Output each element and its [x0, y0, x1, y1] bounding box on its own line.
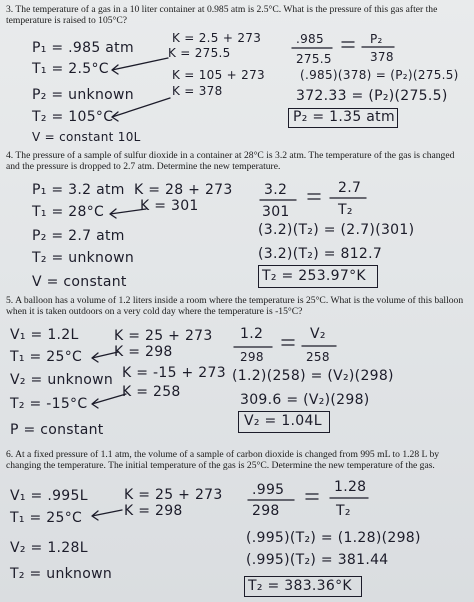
p4-answer: T₂ = 253.97°K	[262, 268, 366, 284]
p4-frac-right-den: T₂	[338, 202, 353, 218]
p3-frac-right-den: 378	[370, 50, 394, 64]
p4-conv-1: K = 28 + 273	[134, 182, 233, 198]
p6-arrow	[92, 510, 122, 520]
p4-frac-left-num: 3.2	[264, 182, 288, 198]
p5-given-v1: V₁ = 1.2L	[10, 327, 79, 343]
p3-given-p1: P₁ = .985 atm	[32, 40, 134, 56]
p4-arrow	[110, 209, 146, 218]
p3-conv-4: K = 378	[172, 84, 223, 98]
p3-conv-1: K = 2.5 + 273	[172, 31, 262, 45]
p5-given-t2: T₂ = -15°C	[10, 396, 88, 412]
p5-arrow-1	[92, 352, 118, 362]
p4-frac-left-den: 301	[262, 204, 290, 220]
p3-answer: P₂ = 1.35 atm	[293, 109, 395, 125]
problem-6-text: 6. At a fixed pressure of 1.1 atm, the volume of a sample of carbon dioxide is changed from 995 mL to 1.28 L by changing the temperature. The initial temperature of the gas is 25°C. Determine the new temperature of the gas.	[6, 449, 440, 472]
problem-4-text: 4. The pressure of a sample of sulfur dioxide in a container at 28°C is 3.2 atm. The temperature of the gas is changed and the pressure is dropped to 2.7 atm. Determine the new temperature.	[6, 150, 455, 173]
p5-conv-3: K = -15 + 273	[122, 365, 226, 381]
p4-given-v: V = constant	[32, 274, 127, 290]
p6-frac-left-den: 298	[252, 503, 280, 519]
p3-frac-left-num: .985	[296, 32, 324, 46]
problem-5-text: 5. A balloon has a volume of 1.2 liters inside a room where the temperature is 25°C. What is the volume of this balloon when it is taken outdoors on a very cold day where the temperature is -15°C?	[6, 295, 464, 318]
problem-3-text: 3. The temperature of a gas in a 10 liter container at 0.985 atm is 2.5°C. What is the pressure of this gas after the temperature is raised to 105°C?	[6, 4, 438, 27]
p5-given-p: P = constant	[10, 422, 104, 438]
p4-given-p1: P₁ = 3.2 atm	[32, 182, 125, 198]
p5-frac-left-den: 298	[240, 350, 264, 364]
p3-conv-3: K = 105 + 273	[172, 68, 265, 82]
p3-frac-right-num: P₂	[370, 32, 383, 46]
p3-given-t1: T₁ = 2.5°C	[32, 61, 109, 77]
p6-given-t1: T₁ = 25°C	[10, 510, 83, 526]
p3-arrow-1	[112, 58, 168, 74]
p5-given-t1: T₁ = 25°C	[10, 349, 83, 365]
p5-step-2: 309.6 = (V₂)(298)	[240, 392, 370, 408]
p5-step-1: (1.2)(258) = (V₂)(298)	[232, 368, 394, 384]
p6-step-2: (.995)(T₂) = 381.44	[246, 552, 389, 568]
p5-frac-right-den: 258	[306, 350, 330, 364]
p6-frac-left-num: .995	[252, 482, 285, 498]
p5-conv-1: K = 25 + 273	[114, 328, 213, 344]
p6-answer: T₂ = 383.36°K	[248, 578, 352, 594]
p4-conv-2: K = 301	[140, 198, 199, 214]
p5-conv-2: K = 298	[114, 344, 173, 360]
p4-frac-right-num: 2.7	[338, 180, 362, 196]
p3-given-v: V = constant 10L	[32, 130, 141, 144]
p3-arrow-2	[112, 98, 170, 121]
p6-given-v2: V₂ = 1.28L	[10, 540, 88, 556]
p6-given-v1: V₁ = .995L	[10, 488, 88, 504]
p5-arrow-2	[92, 394, 126, 408]
p5-answer: V₂ = 1.04L	[244, 413, 322, 429]
p3-conv-2: K = 275.5	[168, 46, 231, 60]
p4-given-p2: P₂ = 2.7 atm	[32, 228, 125, 244]
p6-conv-1: K = 25 + 273	[124, 487, 223, 503]
p3-step-2: 372.33 = (P₂)(275.5)	[296, 88, 448, 104]
p4-given-t2: T₂ = unknown	[32, 250, 135, 266]
p5-frac-right-num: V₂	[310, 326, 326, 342]
p4-step-2: (3.2)(T₂) = 812.7	[258, 246, 383, 262]
p3-frac-left-den: 275.5	[296, 52, 332, 66]
p6-conv-2: K = 298	[124, 503, 183, 519]
p6-frac-right-num: 1.28	[334, 479, 367, 495]
p4-step-1: (3.2)(T₂) = (2.7)(301)	[258, 222, 415, 238]
p3-step-1: (.985)(378) = (P₂)(275.5)	[300, 68, 459, 82]
p5-conv-4: K = 258	[122, 384, 181, 400]
p6-given-t2: T₂ = unknown	[10, 566, 113, 582]
p5-given-v2: V₂ = unknown	[10, 372, 114, 388]
p5-frac-left-num: 1.2	[240, 326, 264, 342]
p3-given-t2: T₂ = 105°C	[32, 109, 114, 125]
p3-given-p2: P₂ = unknown	[32, 87, 134, 103]
p6-frac-right-den: T₂	[336, 503, 351, 519]
p4-given-t1: T₁ = 28°C	[32, 204, 105, 220]
p6-step-1: (.995)(T₂) = (1.28)(298)	[246, 530, 421, 546]
